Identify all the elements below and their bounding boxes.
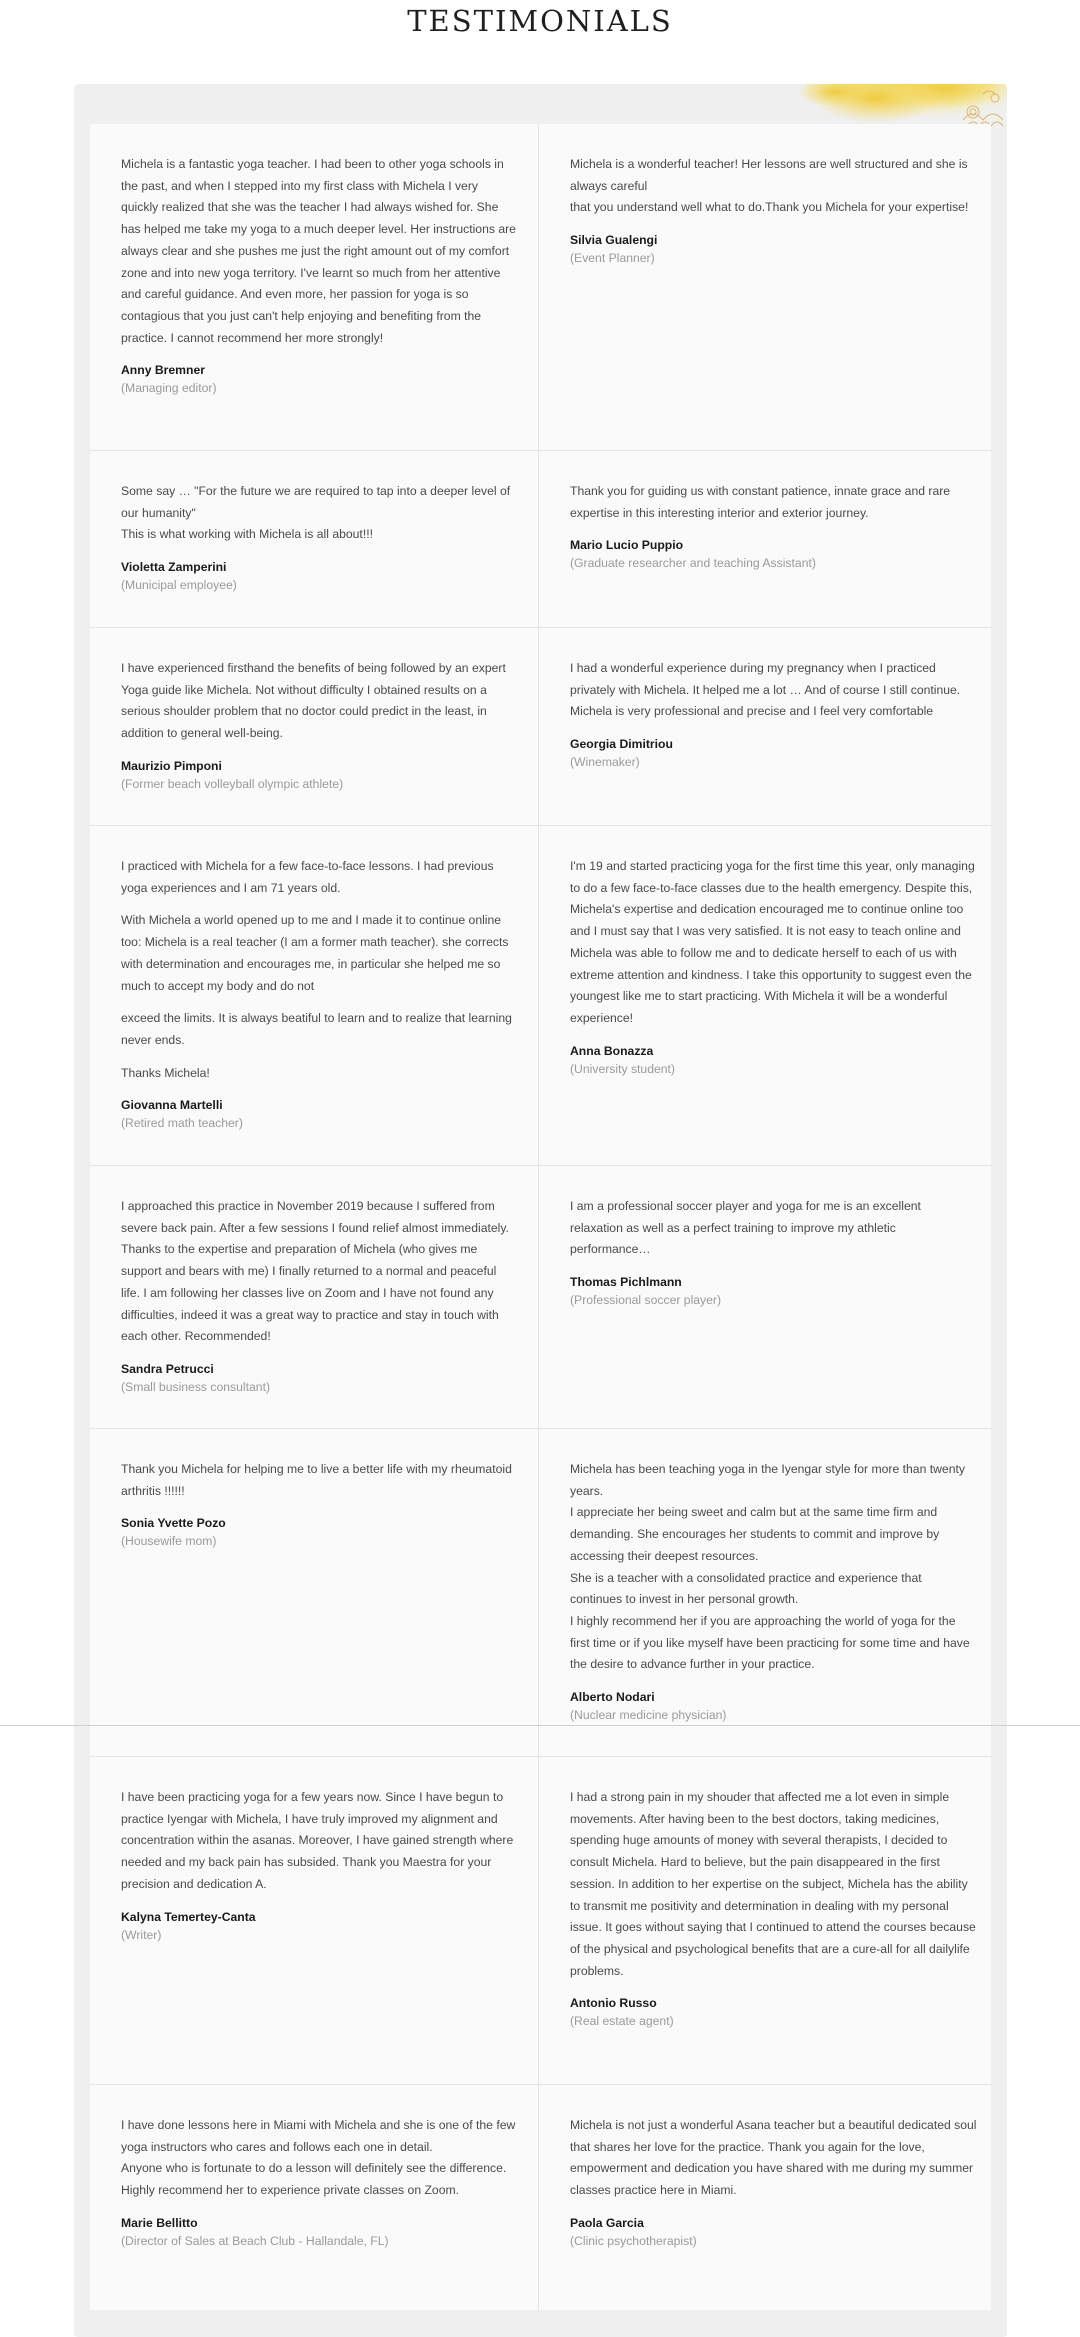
testimonials-grid bbox=[90, 124, 991, 2310]
testimonial-role: (University student) bbox=[570, 1061, 675, 1076]
testimonial-text: Michela has been teaching yoga in the Iyengar style for more than twenty years. I appreciate her being sweet and calm but at the same time firm and demanding. She encourages her students to commit and improve by accessing their deepest resources. She is a teacher with a consolidated practice and experience that continues to invest in her personal growth. I highly recommend her if you are approaching the world of yoga for the first time or if you like myself have been practicing for some time and have the desire to advance further in your practice. bbox=[570, 1462, 970, 1672]
testimonial-role: (Housewife mom) bbox=[121, 1534, 217, 1549]
testimonial-text: Some say … "For the future we are required to tap into a deeper level of our humanity" This is what working with Michela is all about!!! bbox=[121, 484, 511, 542]
testimonial-row bbox=[90, 451, 991, 628]
testimonial-card bbox=[539, 2085, 991, 2310]
testimonial-role: (Real estate agent) bbox=[570, 2014, 674, 2029]
testimonial-row bbox=[90, 1429, 991, 1757]
testimonial-role: (Graduate researcher and teaching Assistant) bbox=[570, 556, 816, 571]
testimonial-card bbox=[90, 1166, 539, 1428]
testimonial-row bbox=[90, 124, 991, 451]
testimonial-row bbox=[90, 1757, 991, 2085]
testimonial-card bbox=[539, 451, 991, 627]
testimonial-text: I practiced with Michela for a few face-to-face lessons. I had previous yoga experiences and I am 71 years old. bbox=[121, 859, 494, 895]
testimonial-role: (Winemaker) bbox=[570, 755, 640, 770]
testimonial-text: I have done lessons here in Miami with Michela and she is one of the few yoga instructors who cares and follows each one in detail. Anyone who is fortunate to do a lesson will definitely see the difference. Highly recommend her to experience private classes on Zoom. bbox=[121, 2118, 516, 2198]
testimonials-panel bbox=[74, 84, 1007, 2337]
testimonial-author: Silvia Gualengi bbox=[570, 233, 658, 248]
testimonial-card bbox=[539, 628, 991, 825]
testimonial-author: Giovanna Martelli bbox=[121, 1098, 223, 1113]
testimonial-role: (Former beach volleyball olympic athlete) bbox=[121, 776, 344, 791]
testimonial-card bbox=[90, 451, 539, 627]
testimonial-author: Mario Lucio Puppio bbox=[570, 538, 684, 553]
testimonial-author: Maurizio Pimponi bbox=[121, 758, 222, 773]
testimonial-role: (Small business consultant) bbox=[121, 1379, 271, 1394]
testimonial-text: exceed the limits. It is always beatiful to learn and to realize that learning never ends. bbox=[121, 1011, 512, 1047]
testimonial-role: (Retired math teacher) bbox=[121, 1116, 243, 1131]
testimonial-text: I had a strong pain in my shouder that affected me a lot even in simple movements. After having been to the best doctors, taking medicines, spending huge amounts of money with several therapists, I decided to consult Michela. Hard to believe, but the pain disappeared in the first session. In addition to her expertise on the subject, Michela has the ability to transmit me positivity and determination in dealing with my personal issue. It goes without saying that I continued to attend the courses because of the physical and psychological benefits that are a cure-all for all dailylife problems. bbox=[570, 1790, 976, 1978]
testimonial-card bbox=[539, 826, 991, 1165]
testimonial-text: Thank you Michela for helping me to live a better life with my rheumatoid arthritis !!!!!! bbox=[121, 1462, 512, 1498]
testimonial-author: Alberto Nodari bbox=[570, 1690, 655, 1705]
testimonial-author: Sandra Petrucci bbox=[121, 1361, 214, 1376]
testimonial-text: Michela is a wonderful teacher! Her lessons are well structured and she is always careful that you understand well what to do.Thank you Michela for your expertise! bbox=[570, 157, 969, 215]
testimonial-text: I have been practicing yoga for a few years now. Since I have begun to practice Iyengar with Michela, I have truly improved my alignment and concentration within the asanas. Moreover, I have gained strength where needed and my back pain has subsided. Thank you Maestra for your precision and dedication A. bbox=[121, 1790, 514, 1891]
page-title: TESTIMONIALS bbox=[407, 4, 673, 38]
testimonial-text: With Michela a world opened up to me and I made it to continue online too: Michela is a real teacher (I am a former math teacher). she corrects with determination and encourages me, in particular she helped me so much to accept my body and do not bbox=[121, 913, 509, 993]
testimonial-text: Michela is a fantastic yoga teacher. I had been to other yoga schools in the past, and when I stepped into my first class with Michela I very quickly realized that she was the teacher I had always wished for. She has helped me take my yoga to a much deeper level. Her instructions are always clear and she pushes me just the right amount out of my comfort zone and into new yoga territory. I've learnt so much from her attentive and careful guidance. And even more, her passion for yoga is so contagious that you just can't help enjoying and benefiting from the practice. I cannot recommend her more strongly! bbox=[121, 157, 516, 345]
testimonial-role: (Managing editor) bbox=[121, 381, 217, 396]
testimonial-role: (Event Planner) bbox=[570, 251, 655, 266]
testimonial-card bbox=[90, 1429, 539, 1756]
testimonial-author: Thomas Pichlmann bbox=[570, 1275, 682, 1290]
testimonial-text: I approached this practice in November 2019 because I suffered from severe back pain. After a few sessions I found relief almost immediately. Thanks to the expertise and preparation of Michela (who gives me support and bears with me) I finally returned to a normal and peaceful life. I am following her classes live on Zoom and I have not found any difficulties, indeed it was a great way to practice and stay in touch with each other. Recommended! bbox=[121, 1199, 509, 1344]
testimonial-card bbox=[90, 826, 539, 1165]
testimonial-row bbox=[90, 826, 991, 1166]
testimonial-text: Thanks Michela! bbox=[121, 1065, 210, 1080]
testimonial-text: I had a wonderful experience during my pregnancy when I practiced privately with Michela. It helped me a lot … And of course I still continue. Michela is very professional and precise and I feel very comfortable bbox=[570, 661, 961, 719]
testimonial-text: I am a professional soccer player and yoga for me is an excellent relaxation as well as a perfect training to improve my athletic performance… bbox=[570, 1199, 921, 1257]
testimonial-author: Antonio Russo bbox=[570, 1996, 657, 2011]
testimonial-role: (Municipal employee) bbox=[121, 578, 237, 593]
testimonial-text: Michela is not just a wonderful Asana teacher but a beautiful dedicated soul that shares her love for the practice. Thank you again for the love, empowerment and dedication you have shared with me during my summer classes practice here in Miami. bbox=[570, 2118, 977, 2198]
testimonial-author: Georgia Dimitriou bbox=[570, 737, 673, 752]
testimonial-card bbox=[90, 628, 539, 825]
testimonial-row bbox=[90, 1166, 991, 1429]
testimonial-author: Paola Garcia bbox=[570, 2215, 644, 2230]
testimonial-card bbox=[539, 1757, 991, 2084]
testimonial-role: (Nuclear medicine physician) bbox=[570, 1708, 727, 1723]
testimonial-card bbox=[90, 124, 539, 450]
testimonial-card bbox=[90, 1757, 539, 2084]
testimonial-card bbox=[539, 124, 991, 450]
testimonial-role: (Professional soccer player) bbox=[570, 1293, 722, 1308]
testimonial-row bbox=[90, 2085, 991, 2310]
testimonial-author: Violetta Zamperini bbox=[121, 560, 227, 575]
page-fold-divider bbox=[0, 1725, 1080, 1726]
testimonial-card bbox=[539, 1166, 991, 1428]
testimonial-author: Sonia Yvette Pozo bbox=[121, 1516, 226, 1531]
testimonial-text: Thank you for guiding us with constant patience, innate grace and rare expertise in this interesting interior and exterior journey. bbox=[570, 484, 951, 520]
testimonial-role: (Clinic psychotherapist) bbox=[570, 2233, 697, 2248]
testimonial-card bbox=[90, 2085, 539, 2310]
testimonial-author: Kalyna Temertey-Canta bbox=[121, 1909, 256, 1924]
testimonial-role: (Writer) bbox=[121, 1927, 162, 1942]
testimonial-text: I have experienced firsthand the benefits of being followed by an expert Yoga guide like Michela. Not without difficulty I obtained results on a serious shoulder problem that no doctor could predict in the least, in addition to general well-being. bbox=[121, 661, 506, 741]
testimonial-row bbox=[90, 628, 991, 826]
testimonial-card bbox=[539, 1429, 991, 1756]
testimonial-author: Marie Bellitto bbox=[121, 2215, 198, 2230]
testimonial-role: (Director of Sales at Beach Club - Hallandale, FL) bbox=[121, 2233, 389, 2248]
testimonial-text: I'm 19 and started practicing yoga for the first time this year, only managing to do a few face-to-face classes due to the health emergency. Despite this, Michela's expertise and dedication encouraged me to continue online too and I must say that I was very satisfied. It is not easy to teach online and Michela was able to follow me and to dedicate herself to each of us with extreme attention and kindness. I take this opportunity to suggest even the youngest like me to start practicing. With Michela it will be a wonderful experience! bbox=[570, 859, 975, 1025]
testimonial-author: Anna Bonazza bbox=[570, 1043, 654, 1058]
testimonial-author: Anny Bremner bbox=[121, 363, 205, 378]
